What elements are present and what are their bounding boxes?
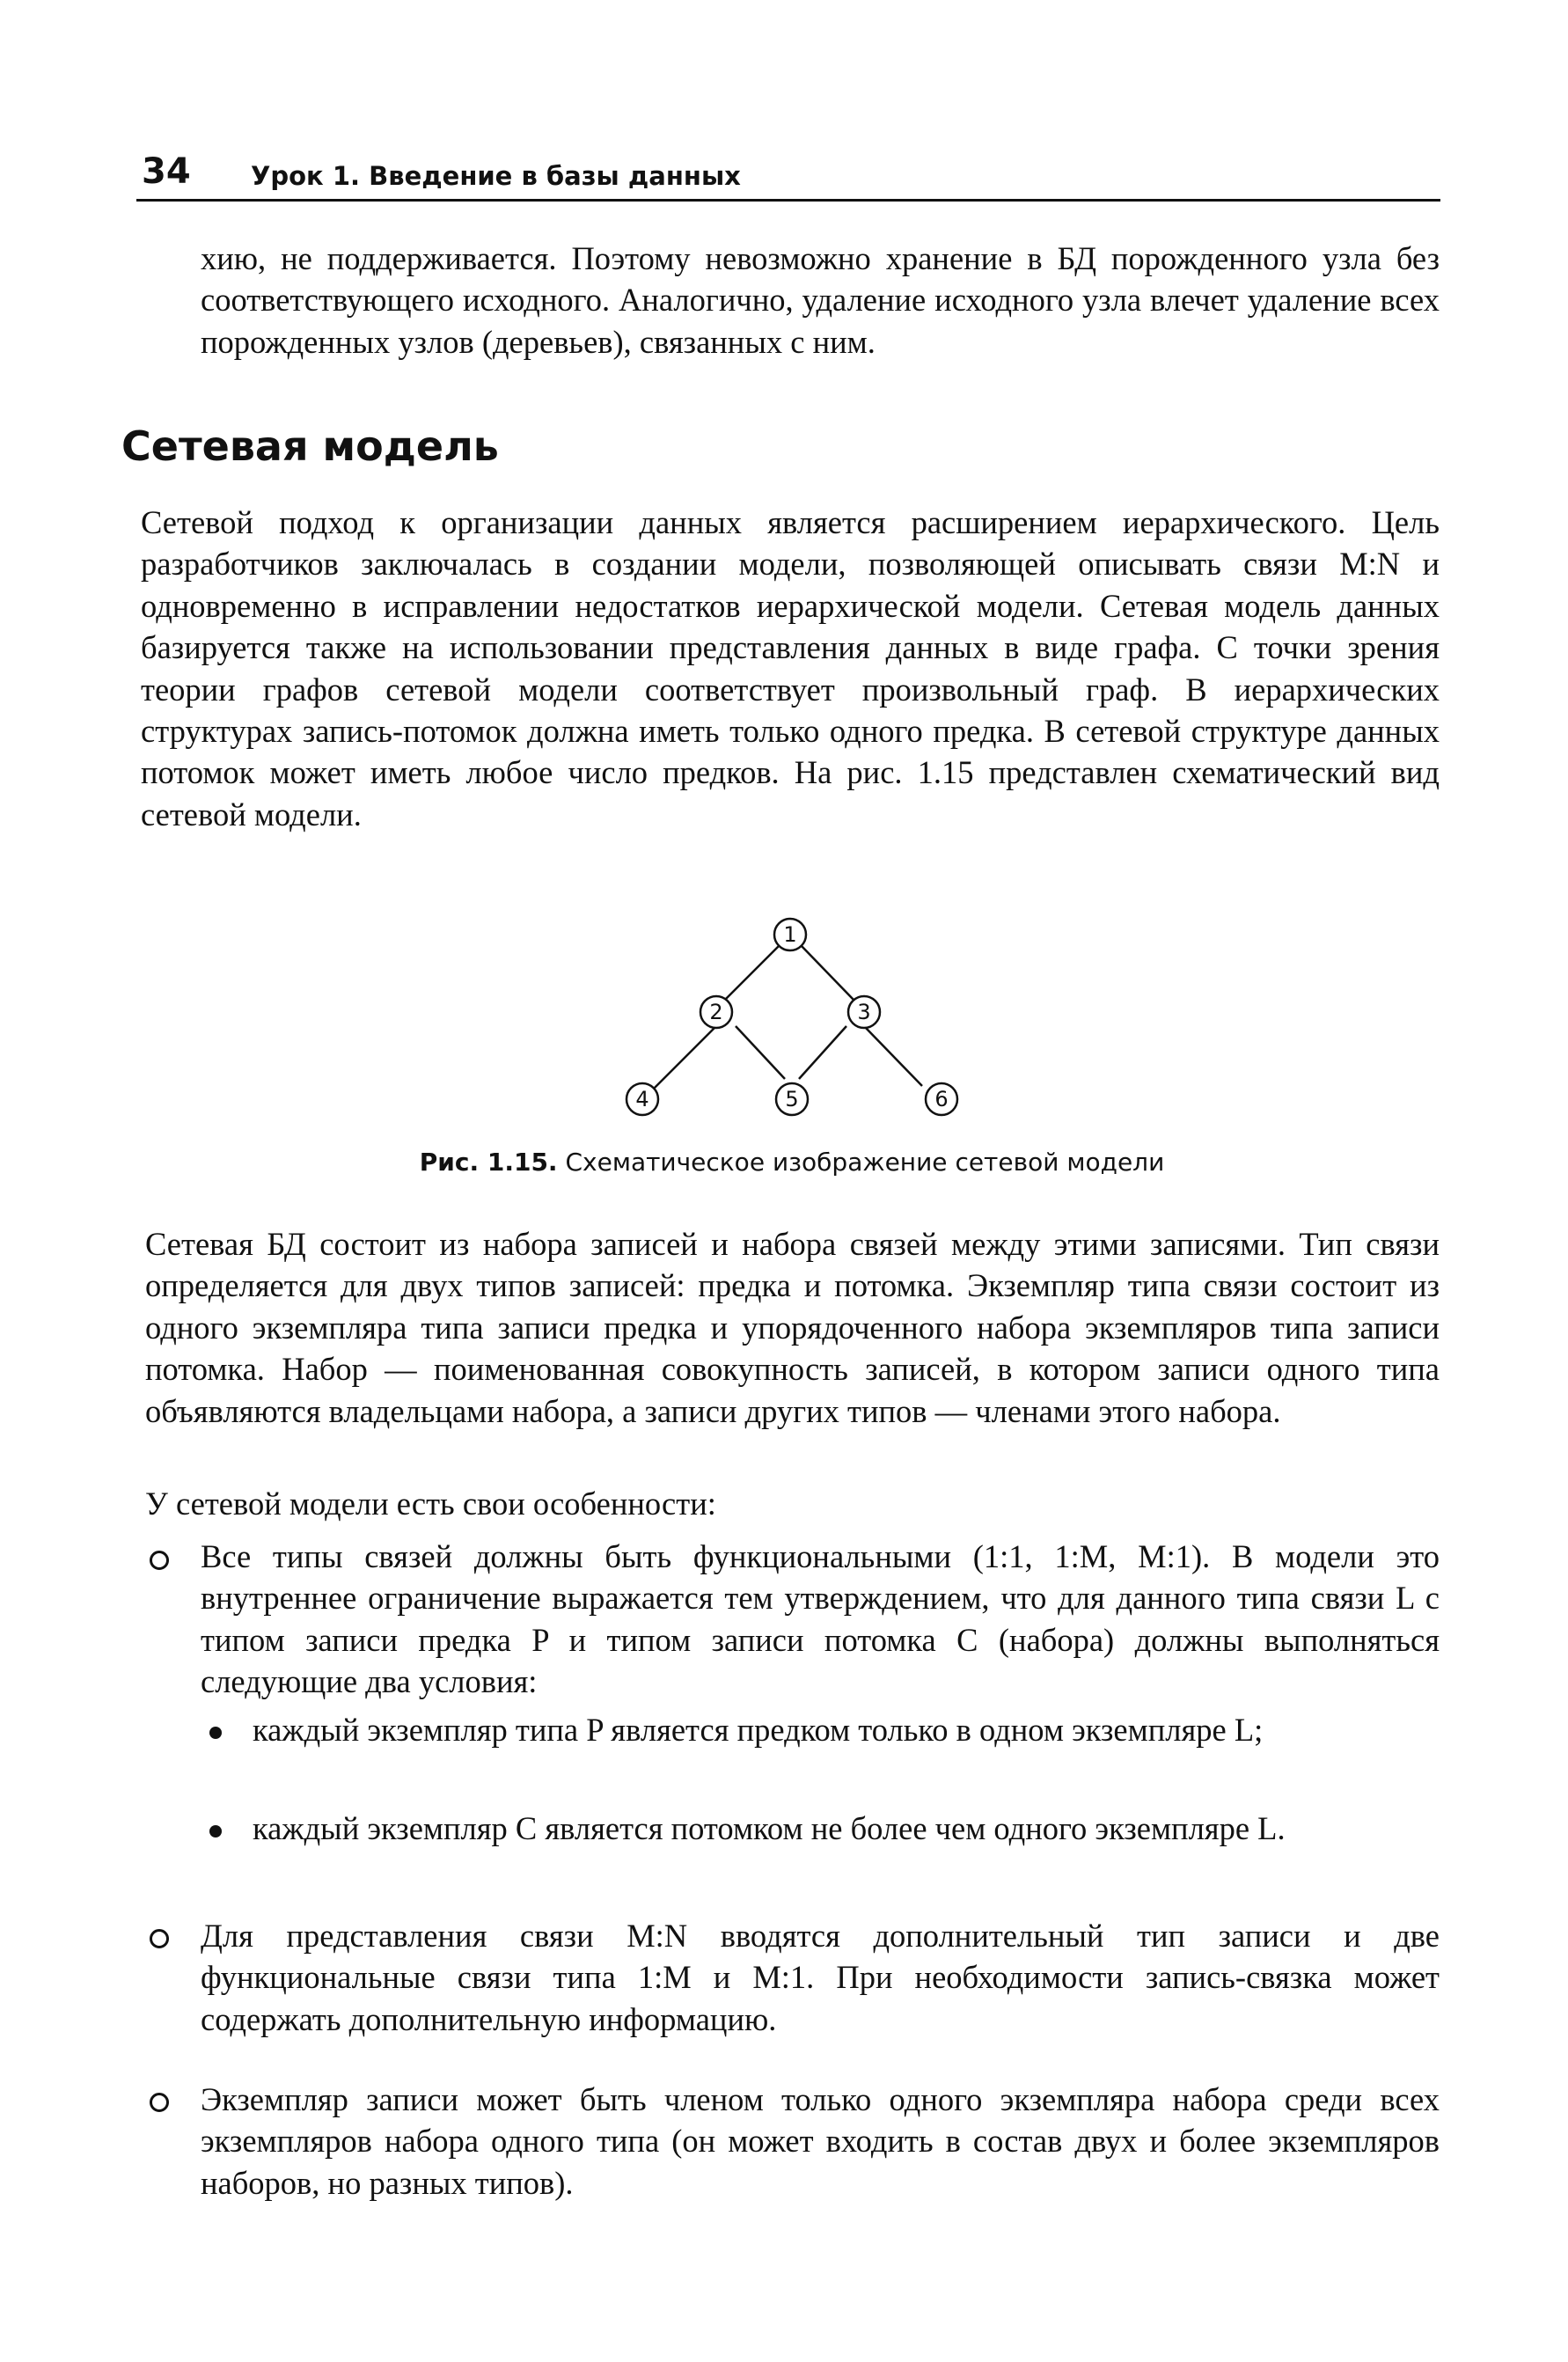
running-head xyxy=(136,148,1440,202)
features-intro: У сетевой модели есть свои особенности: xyxy=(145,1485,716,1522)
edge-2-4 xyxy=(653,1026,716,1089)
feature-text: Экземпляр записи может быть членом только одного экземпляра набора среди всех экземпляров набора одного типа (он может входить в состав двух и более экземпляров наборов, но разных типов). xyxy=(201,2081,1440,2201)
circle-bullet-icon xyxy=(150,1551,169,1570)
figure-caption-number: Рис. 1.15. xyxy=(419,1148,558,1177)
intro-paragraph: хию, не поддерживается. Поэтому невозможно хранение в БД порожденного узла без соответствующего исходного. Аналогично, удаление исходного узла влечет удаление всех порожденных узлов (деревьев), связанных с ним. xyxy=(201,240,1440,360)
sub-feature-text: каждый экземпляр C является потомком не более чем одного экземпляре L. xyxy=(253,1810,1286,1846)
circle-bullet-icon xyxy=(150,2093,169,2112)
node-3-label: 3 xyxy=(857,1000,871,1024)
network-db-paragraph: Сетевая БД состоит из набора записей и набора связей между этими записями. Тип связи определяется для двух типов записей: предка и потомка. Экземпляр типа связи состоит из одного экземпляра типа записи предка и упорядоченного набора экземпляров типа записи потомка. Набор — поименованная совокупность записей, в котором записи одного типа объявляются владельцами набора, а записи других типов — членами этого набора. xyxy=(145,1226,1440,1429)
circle-bullet-icon xyxy=(150,1929,169,1948)
edge-2-5 xyxy=(736,1026,785,1079)
section-paragraph: Сетевой подход к организации данных является расширением иерархического. Цель разработчиков заключалась в создании модели, позволяющей описывать связи M:N и одновременно в исправлении недостатков иерархической модели. Сетевая модель данных базируется также на использовании представления данных в виде графа. С точки зрения теории графов сетевой модели соответствует произвольный граф. В иерархических структурах запись-потомок должна иметь только одного предка. В сетевой структуре данных потомок может иметь любое число предков. На рис. 1.15 представлен схематический вид сетевой модели. xyxy=(141,504,1440,833)
section-title: Сетевая модель xyxy=(121,422,499,470)
node-6-label: 6 xyxy=(934,1087,949,1111)
node-5-label: 5 xyxy=(785,1087,799,1111)
edge-1-2 xyxy=(725,945,780,1000)
figure-caption-text: Схематическое изображение сетевой модели xyxy=(565,1148,1165,1177)
node-4-label: 4 xyxy=(635,1087,649,1111)
chapter-title: Урок 1. Введение в базы данных xyxy=(251,161,741,191)
page-number: 34 xyxy=(142,151,191,192)
feature-text: Для представления связи M:N вводятся дополнительный тип записи и две функциональные связи типа 1:M и M:1. При необходимости запись-связка может содержать дополнительную информацию. xyxy=(201,1918,1440,2037)
sub-feature-text: каждый экземпляр типа P является предком только в одном экземпляре L; xyxy=(253,1712,1264,1748)
feature-text: Все типы связей должны быть функциональными (1:1, 1:M, M:1). В модели это внутреннее ограничение выражается тем утверждением, что для данного типа связи L с типом записи предка P и типом записи потомка C (набора) должны выполняться следующие два условия: xyxy=(201,1538,1440,1700)
figure-caption xyxy=(414,1148,1170,1177)
node-2-label: 2 xyxy=(709,1000,723,1024)
node-1-label: 1 xyxy=(783,922,797,947)
edge-3-5 xyxy=(799,1026,846,1079)
dot-bullet-icon xyxy=(209,1825,222,1838)
edge-1-3 xyxy=(801,945,854,1000)
network-model-diagram xyxy=(598,917,968,1128)
dot-bullet-icon xyxy=(209,1727,222,1739)
edge-3-6 xyxy=(864,1026,922,1086)
